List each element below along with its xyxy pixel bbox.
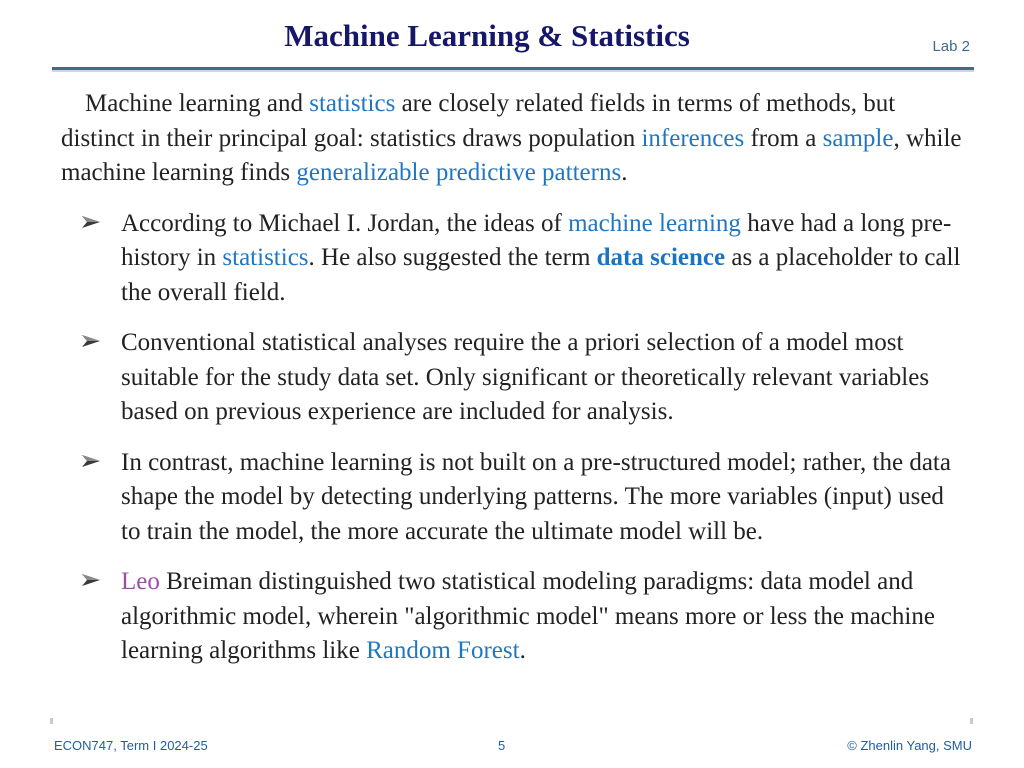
intro-text-3: from a: [744, 124, 823, 152]
arrow-bullet-icon: [81, 572, 101, 588]
bullet-1-text-4: as a placeholder to call the overall field.: [121, 244, 961, 306]
bullet-text: [121, 207, 966, 311]
intro-text-2: are closely related fields in terms of methods, but distinct in their principal goal: statistics draws population: [61, 90, 896, 152]
bullet-item: [61, 207, 966, 311]
footer-page-number: 5: [498, 738, 506, 753]
bullet-text: [121, 565, 966, 669]
keyword-sample: sample: [822, 124, 894, 152]
intro-paragraph: [61, 87, 966, 191]
bullet-1-text-2: have had a long pre-history in: [121, 209, 952, 271]
bullet-item: [61, 565, 966, 669]
bullet-1-text-3: . He also suggested the term: [308, 244, 597, 271]
corner-mark-left: [50, 718, 53, 724]
bullet-1-text-1: According to Michael I. Jordan, the ideas of: [121, 209, 569, 237]
keyword-statistics: statistics: [309, 90, 396, 117]
bullet-text: Conventional statistical analyses require the a priori selection of a model most suitable for the study data set. Only significant or theoretically relevant variables based on previous experience are included for analysis.: [121, 329, 930, 425]
bullet-4-text-1: Breiman distinguished two statistical modeling paradigms: data model and algorithmic model, wherein "algorithmic model" means more or less the machine learning algorithms like: [121, 568, 935, 664]
intro-text-4: , while machine learning finds: [61, 124, 962, 186]
bullet-text: In contrast, machine learning is not built on a pre-structured model; rather, the data shape the model by detecting underlying patterns. The more variables (input) used to train the model, the more accurate the ultimate model will be.: [121, 448, 951, 545]
footer-copyright: © Zhenlin Yang, SMU: [847, 738, 972, 753]
arrow-bullet-icon: [81, 333, 101, 349]
keyword-leo: Leo: [121, 568, 160, 595]
bullet-list: [61, 207, 966, 669]
keyword-data-science: data science: [596, 244, 726, 271]
bullet-item: [61, 326, 966, 430]
bullet-item: [61, 446, 966, 550]
slide-body: [61, 87, 966, 685]
slide-title: Machine Learning & Statistics: [284, 18, 690, 53]
keyword-random-forest: Random Forest: [366, 637, 520, 664]
arrow-bullet-icon: [81, 453, 101, 469]
bullet-4-text-2: .: [519, 637, 526, 664]
intro-text-5: .: [621, 159, 628, 186]
corner-mark-right: [970, 718, 973, 724]
title-divider-shadow: [52, 70, 974, 72]
footer-course: ECON747, Term I 2024-25: [54, 738, 208, 753]
keyword-statistics-2: statistics: [222, 244, 309, 271]
intro-text-1: Machine learning and: [85, 90, 310, 117]
arrow-bullet-icon: [81, 214, 101, 230]
keyword-inferences: inferences: [641, 124, 745, 152]
lab-label: Lab 2: [932, 38, 970, 55]
keyword-machine-learning: machine learning: [568, 209, 741, 237]
keyword-generalizable-patterns: generalizable predictive patterns: [296, 159, 622, 186]
